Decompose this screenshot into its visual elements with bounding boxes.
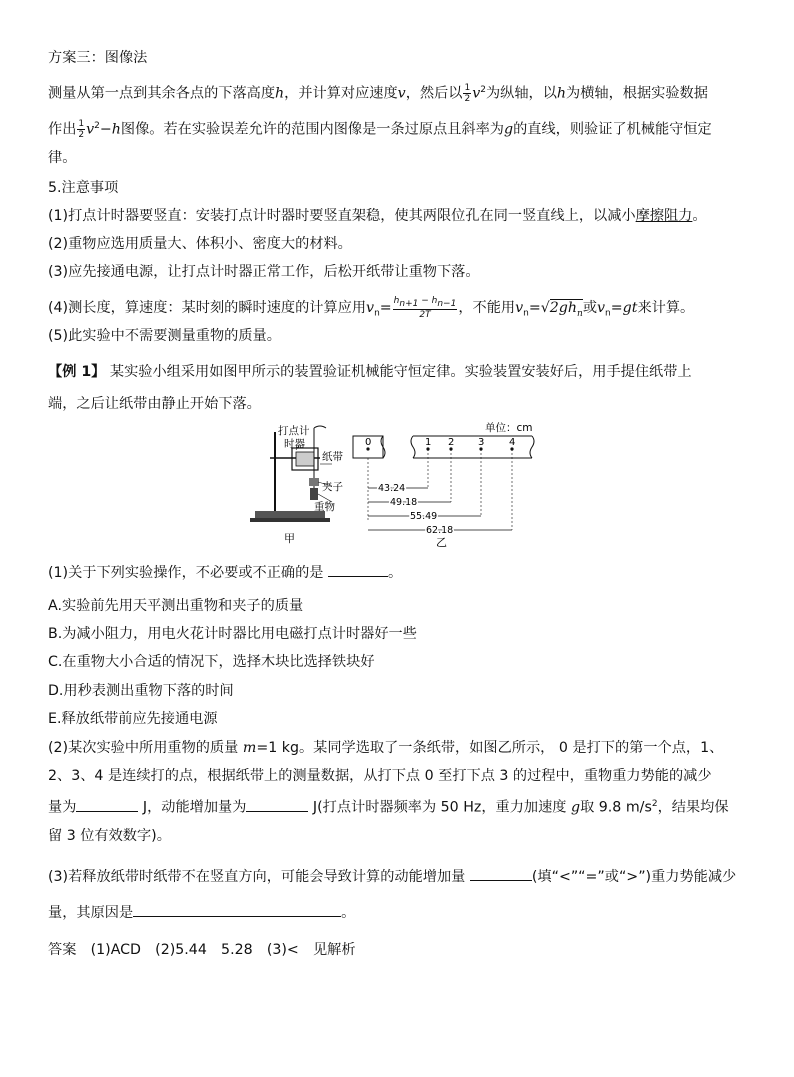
q1-stem: (1)关于下列实验操作，不必要或不正确的是 。 bbox=[48, 562, 402, 583]
dim-62-18 bbox=[368, 525, 512, 536]
q3-line-1: (3)若释放纸带时纸带不在竖直方向，可能会导致计算的动能增加量 (填“<”“=”或“>”)重力势能减少 bbox=[48, 866, 736, 887]
label-timer-2: 时器 bbox=[284, 438, 305, 450]
svg-text:43.24: 43.24 bbox=[378, 483, 406, 494]
note-4: (4)测长度，算速度：某时刻的瞬时速度的计算应用$v_n=$ $\frac{hn+1 - hn-1}{2T}$，不能用$v_n=√2gh_n$或$v_n=gt$来计算。 bbox=[48, 296, 695, 320]
dim-49-18 bbox=[368, 497, 451, 508]
label-timer-1: 打点计 bbox=[278, 425, 310, 437]
q2-line-1: (2)某次实验中所用重物的质量 m=1 kg。某同学选取了一条纸带，如图乙所示， 0 是打下的第一个点，1、 bbox=[48, 740, 724, 756]
q1-option-b: B.为减小阻力，用电火花计时器比用电磁打点计时器好一些 bbox=[48, 626, 417, 642]
label-tape: 纸带 bbox=[322, 451, 343, 463]
apparatus-diagram bbox=[250, 424, 343, 545]
q3-comparison-blank[interactable] bbox=[470, 866, 532, 881]
sqrt-expression: $√2gh_n$ bbox=[540, 299, 583, 319]
note-3: (3)应先接通电源，让打点计时器正常工作，后松开纸带让重物下落。 bbox=[48, 264, 480, 280]
q3-reason-blank[interactable] bbox=[133, 902, 341, 917]
tape-point-4 bbox=[509, 437, 515, 451]
q3-line-2: 量，其原因是 。 bbox=[48, 902, 355, 923]
svg-text:4: 4 bbox=[509, 437, 516, 448]
q2-kinetic-energy-blank[interactable] bbox=[246, 797, 308, 812]
label-weight: 重物 bbox=[314, 501, 335, 513]
plan3-line-1: 测量从第一点到其余各点的下落高度h，并计算对应速度v，然后以 $\frac{1}{2}$ $v^2$为纵轴，以h为横轴，根据实验数据 bbox=[48, 83, 708, 105]
caption-a: 甲 bbox=[284, 532, 295, 545]
half-fraction: $\frac{1}{2}$ bbox=[464, 83, 471, 105]
plan3-line-3: 律。 bbox=[48, 150, 77, 166]
svg-text:49.18: 49.18 bbox=[390, 497, 418, 508]
note-2: (2)重物应选用质量大、体积小、密度大的材料。 bbox=[48, 236, 352, 252]
note-5: (5)此实验中不需要测量重物的质量。 bbox=[48, 328, 281, 344]
svg-text:0: 0 bbox=[365, 437, 372, 448]
dim-43-24 bbox=[368, 483, 428, 494]
half-fraction: $\frac{1}{2}$ bbox=[78, 119, 85, 141]
q1-option-e: E.释放纸带前应先接通电源 bbox=[48, 711, 218, 727]
q1-option-d: D.用秒表测出重物下落的时间 bbox=[48, 683, 234, 699]
notes-title: 5.注意事项 bbox=[48, 180, 119, 196]
tape-point-2 bbox=[448, 437, 454, 451]
q2-line-2: 2、3、4 是连续打的点，根据纸带上的测量数据，从打下点 0 至打下点 3 的过程中，重物重力势能的减少 bbox=[48, 768, 712, 784]
answer-line bbox=[48, 940, 356, 960]
q2-potential-energy-blank[interactable] bbox=[76, 797, 138, 812]
tape-point-0 bbox=[365, 437, 371, 451]
unit-label: 单位：cm bbox=[485, 422, 533, 434]
example-line-2: 端，之后让纸带由静止开始下落。 bbox=[48, 396, 261, 412]
q1-answer-blank[interactable] bbox=[328, 562, 388, 577]
answer-label: 答案 bbox=[48, 942, 77, 958]
note-1: (1)打点计时器要竖直：安装打点计时器时要竖直架稳，使其两限位孔在同一竖直线上，以减小摩擦阻力。 bbox=[48, 208, 707, 224]
svg-text:1: 1 bbox=[425, 437, 432, 448]
q1-option-c: C.在重物大小合适的情况下，选择木块比选择铁块好 bbox=[48, 654, 375, 670]
example-tag: 【例 1】 bbox=[48, 364, 106, 380]
experiment-figure bbox=[250, 418, 550, 548]
tape-diagram bbox=[353, 421, 534, 548]
answer-text: (1)ACD (2)5.44 5.28 (3)< 见解析 bbox=[90, 942, 356, 958]
svg-text:55.49: 55.49 bbox=[410, 511, 438, 522]
plan3-line-2: 作出 $\frac{1}{2}$ $v^2-h$图像。若在实验误差允许的范围内图像是一条过原点且斜率为g的直线，则验证了机械能守恒定 bbox=[48, 119, 712, 141]
example-line-1: 【例 1】 某实验小组采用如图甲所示的装置验证机械能守恒定律。实验装置安装好后，用手提住纸带上 bbox=[48, 364, 692, 380]
label-clip: 夹子 bbox=[322, 481, 343, 493]
svg-text:62.18: 62.18 bbox=[426, 525, 454, 536]
dim-55-49 bbox=[368, 511, 481, 522]
svg-text:3: 3 bbox=[478, 437, 485, 448]
plan3-title: 方案三：图像法 bbox=[48, 50, 148, 66]
tape-point-3 bbox=[478, 437, 484, 451]
q2-line-4: 留 3 位有效数字)。 bbox=[48, 828, 171, 844]
q1-option-a: A.实验前先用天平测出重物和夹子的质量 bbox=[48, 598, 304, 614]
tape-point-1 bbox=[425, 437, 431, 451]
svg-text:2: 2 bbox=[448, 437, 455, 448]
velocity-fraction: $\frac{hn+1 - hn-1}{2T}$ bbox=[393, 296, 457, 320]
q2-line-3: 量为 J，动能增加量为 J(打点计时器频率为 50 Hz，重力加速度 g取 9.8 $m/s^2$，结果均保 bbox=[48, 794, 729, 818]
caption-b: 乙 bbox=[436, 536, 447, 548]
